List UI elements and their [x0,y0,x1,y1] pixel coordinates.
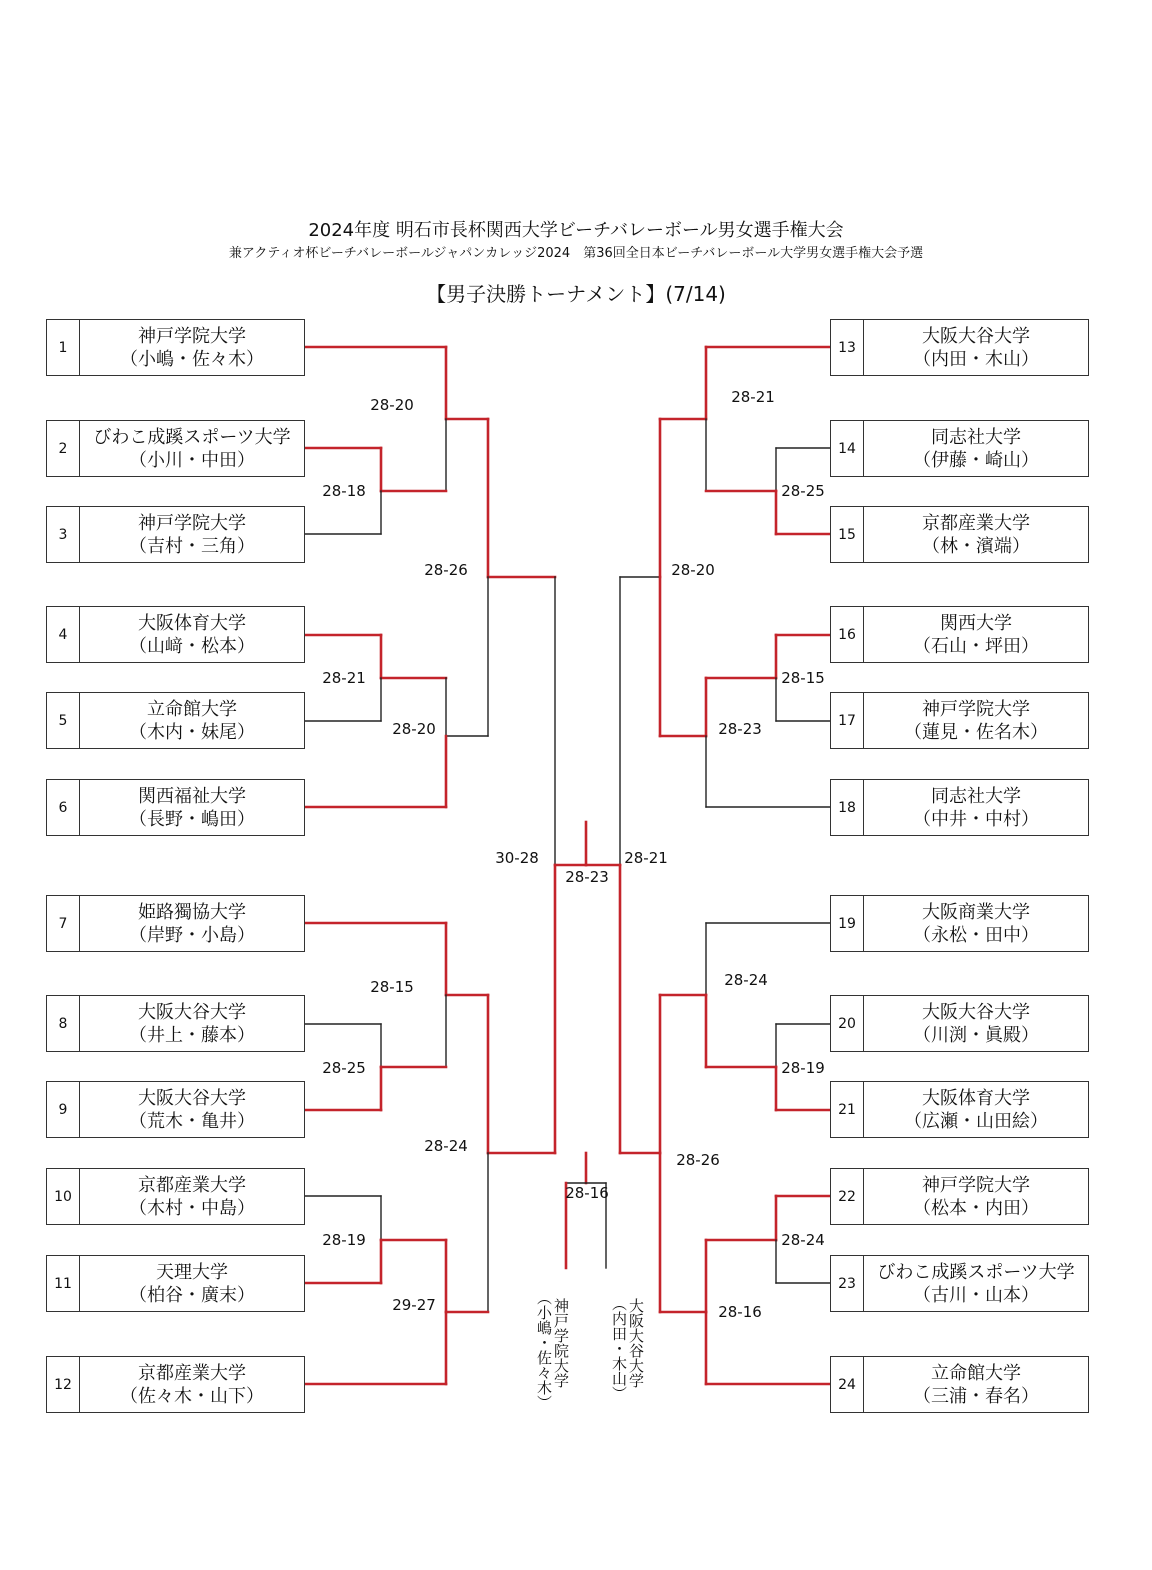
team-school: 姫路獨協大学 [138,901,246,923]
match-score: 28-15 [781,669,825,687]
bracket-title: 【男子決勝トーナメント】(7/14) [426,282,726,306]
team-school: 大阪体育大学 [922,1087,1030,1109]
team-names [80,693,304,748]
match-score: 28-20 [370,396,414,414]
match-score: 28-16 [718,1303,762,1321]
team-box [830,506,1089,563]
team-seed: 6 [47,780,80,835]
team-box [46,506,305,563]
match-score: 28-23 [718,720,762,738]
team-seed: 14 [831,421,864,476]
team-seed: 20 [831,996,864,1051]
team-school: 同志社大学 [931,426,1021,448]
team-players: （古川・山本） [913,1284,1039,1306]
team-school: 同志社大学 [931,785,1021,807]
team-school: 京都産業大学 [138,1362,246,1384]
team-names [864,507,1088,562]
team-school: 大阪大谷大学 [138,1087,246,1109]
team-names [80,1082,304,1137]
team-box [830,1081,1089,1138]
tournament-title: 2024年度 明石市長杯関西大学ビーチバレーボール男女選手権大会 [308,220,844,241]
team-school: 関西大学 [940,612,1012,634]
team-seed: 4 [47,607,80,662]
team-seed: 22 [831,1169,864,1224]
team-players: （内田・木山） [913,348,1039,370]
team-school: 京都産業大学 [922,512,1030,534]
match-score: 28-21 [322,669,366,687]
match-score: 28-26 [424,561,468,579]
team-school: 大阪大谷大学 [138,1001,246,1023]
team-school: 大阪商業大学 [922,901,1030,923]
team-names [864,896,1088,951]
match-score: 28-24 [724,971,768,989]
match-score: 28-24 [781,1231,825,1249]
team-box [830,420,1089,477]
team-seed: 15 [831,507,864,562]
team-seed: 19 [831,896,864,951]
match-score: 28-23 [565,868,609,886]
team-names [864,1169,1088,1224]
team-box [830,1356,1089,1413]
team-players: （広瀬・山田絵） [904,1110,1048,1132]
team-players: （長野・嶋田） [129,808,255,830]
team-seed: 11 [47,1256,80,1311]
match-score: 28-21 [624,849,668,867]
team-box [830,995,1089,1052]
team-players: （井上・藤本） [129,1024,255,1046]
match-score: 28-26 [676,1151,720,1169]
tournament-subtitle: 兼アクティオ杯ビーチバレーボールジャパンカレッジ2024 第36回全日本ビーチバレーボール大学男女選手権大会予選 [228,246,924,261]
match-score: 28-19 [781,1059,825,1077]
team-players: （柏谷・廣末） [129,1284,255,1306]
team-players: （岸野・小島） [129,924,255,946]
team-players: （三浦・春名） [913,1385,1039,1407]
team-players: （川渕・眞殿） [913,1024,1039,1046]
team-school: 神戸学院大学 [922,698,1030,720]
team-school: 大阪大谷大学 [922,1001,1030,1023]
team-seed: 17 [831,693,864,748]
team-players: （石山・坪田） [913,635,1039,657]
team-names [864,996,1088,1051]
team-players: （松本・内田） [913,1197,1039,1219]
match-score: 28-20 [392,720,436,738]
team-names [864,607,1088,662]
team-names [80,421,304,476]
team-school: 関西福祉大学 [138,785,246,807]
team-box [830,895,1089,952]
team-names [864,693,1088,748]
team-seed: 24 [831,1357,864,1412]
team-box [46,1356,305,1413]
team-seed: 12 [47,1357,80,1412]
match-score: 28-15 [370,978,414,996]
team-seed: 2 [47,421,80,476]
team-box [46,1168,305,1225]
team-school: びわこ成蹊スポーツ大学 [877,1261,1075,1283]
team-box [830,319,1089,376]
team-box [46,692,305,749]
team-school: 神戸学院大学 [138,512,246,534]
team-seed: 9 [47,1082,80,1137]
team-names [864,320,1088,375]
match-score: 29-27 [392,1296,436,1314]
team-players: （荒木・亀井） [129,1110,255,1132]
team-names [864,1256,1088,1311]
team-school: 神戸学院大学 [922,1174,1030,1196]
team-players: （林・濱端） [922,535,1030,557]
team-school: 立命館大学 [931,1362,1021,1384]
team-players: （伊藤・崎山） [913,449,1039,471]
team-seed: 7 [47,896,80,951]
team-names [80,896,304,951]
team-names [80,1169,304,1224]
team-names [864,1082,1088,1137]
team-names [80,780,304,835]
team-players: （山﨑・松本） [129,635,255,657]
match-score: 30-28 [495,849,539,867]
team-players: （小嶋・佐々木） [120,348,264,370]
team-box [46,1255,305,1312]
team-names [80,996,304,1051]
team-school: 神戸学院大学 [138,325,246,347]
team-seed: 13 [831,320,864,375]
team-names [80,320,304,375]
team-box [46,606,305,663]
match-score: 28-25 [322,1059,366,1077]
finalist-right-players: （内田・木山） [610,1296,628,1401]
team-box [46,895,305,952]
team-names [80,507,304,562]
team-box [830,779,1089,836]
team-school: びわこ成蹊スポーツ大学 [93,426,291,448]
team-box [830,1255,1089,1312]
team-names [864,1357,1088,1412]
match-score: 28-24 [424,1137,468,1155]
team-box [46,995,305,1052]
team-box [46,319,305,376]
team-school: 立命館大学 [147,698,237,720]
team-seed: 10 [47,1169,80,1224]
team-names [80,1357,304,1412]
team-seed: 23 [831,1256,864,1311]
match-score: 28-25 [781,482,825,500]
team-seed: 16 [831,607,864,662]
finalist-right-school: 大阪大谷大学 [627,1298,645,1388]
team-seed: 1 [47,320,80,375]
match-score: 28-20 [671,561,715,579]
team-school: 大阪体育大学 [138,612,246,634]
team-school: 大阪大谷大学 [922,325,1030,347]
team-names [80,1256,304,1311]
team-names [80,607,304,662]
team-seed: 5 [47,693,80,748]
match-score: 28-18 [322,482,366,500]
team-players: （木内・妹尾） [129,721,255,743]
finalist-left-players: （小嶋・佐々木） [535,1290,553,1410]
team-seed: 18 [831,780,864,835]
team-seed: 3 [47,507,80,562]
team-players: （佐々木・山下） [120,1385,264,1407]
finalist-left-school: 神戸学院大学 [552,1298,570,1388]
team-school: 天理大学 [156,1261,228,1283]
team-seed: 8 [47,996,80,1051]
team-box [46,779,305,836]
team-players: （蓮見・佐名木） [904,721,1048,743]
team-players: （吉村・三角） [129,535,255,557]
team-seed: 21 [831,1082,864,1137]
team-box [46,420,305,477]
team-players: （永松・田中） [913,924,1039,946]
team-box [46,1081,305,1138]
team-names [864,780,1088,835]
match-score: 28-21 [731,388,775,406]
team-box [830,1168,1089,1225]
team-players: （木村・中島） [129,1197,255,1219]
team-box [830,692,1089,749]
team-names [864,421,1088,476]
team-players: （小川・中田） [129,449,255,471]
match-score: 28-19 [322,1231,366,1249]
match-score: 28-16 [565,1184,609,1202]
team-box [830,606,1089,663]
team-school: 京都産業大学 [138,1174,246,1196]
team-players: （中井・中村） [913,808,1039,830]
